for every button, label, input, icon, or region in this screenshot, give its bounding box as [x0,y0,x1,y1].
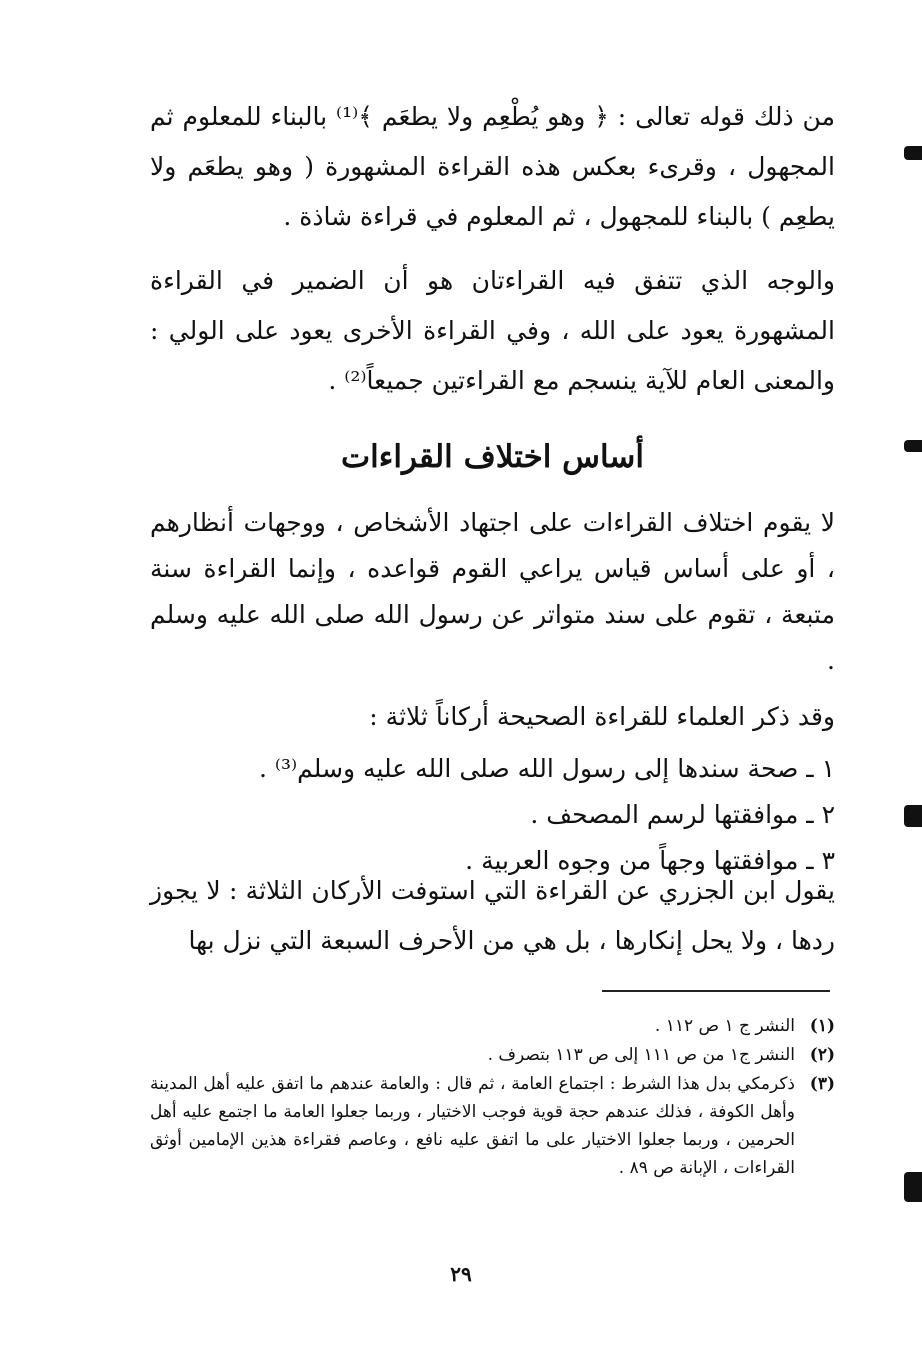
paragraph-pillars-intro: وقد ذكر العلماء للقراءة الصحيحة أركاناً ثلاثة : [369,702,835,731]
footnote-divider [602,990,830,992]
scan-edge-mark [904,146,922,160]
scan-edge-mark [904,440,922,452]
bottom-text-block [150,866,835,966]
paragraph-intro: من ذلك قوله تعالى : ﴿ وهو يُطْعِم ولا يطعَم ﴾⁽¹⁾ بالبناء للمعلوم ثم المجهول ، وقرىء بعكس هذه القراءة المشهورة ( وهو يطعَم ولا يطعِم ) بالبناء للمجهول ، ثم المعلوم في قراءة شاذة . [150,102,835,231]
top-text-block [150,92,835,406]
list-item: ٢ ـ موافقتها لرسم المصحف . [530,800,835,829]
page-number: ٢٩ [450,1262,472,1286]
footnote-item [150,1012,835,1040]
list-item: ١ ـ صحة سندها إلى رسول الله صلى الله عليه وسلم⁽³⁾ . [258,754,835,783]
paragraph-basis: لا يقوم اختلاف القراءات على اجتهاد الأشخاص ، ووجهات أنظارهم ، أو على أساس قياس يراعي القوم قواعده ، وإنما القراءة سنة متبعة ، تقوم على سند متواتر عن رسول الله صلى الله عليه وسلم . [150,508,835,675]
footnote-text: النشر ج١ من ص ١١١ إلى ص ١١٣ بتصرف . [487,1045,795,1065]
footnote-text: ذكرمكي بدل هذا الشرط : اجتماع العامة ، ثم قال : والعامة عندهم ما اتفق عليه أهل المدينة وأهل الكوفة ، فذلك عندهم حجة قوية فوجب الاختيار ، وربما جعلوا العامة ما اجتمع عليه أهل الحرمين ، وربما جعلوا الاختيار على ما اتفق عليه نافع ، وعاصم فقراءة هذين الإمامين أوثق القراءات ، الإبانة ص ٨٩ . [150,1074,795,1178]
paragraph-explanation: والوجه الذي تتفق فيه القراءتان هو أن الضمير في القراءة المشهورة يعود على الله ، وفي القراءة الأخرى يعود على الولي : والمعنى العام للآية ينسجم مع القراءتين جميعاً⁽²⁾ . [150,266,835,395]
footnote-number: (١) [809,1016,835,1036]
paragraph-ibn-jazari: يقول ابن الجزري عن القراءة التي استوفت الأركان الثلاثة : لا يجوز ردها ، ولا يحل إنكارها ، بل هي من الأحرف السبعة التي نزل بها [150,876,835,955]
middle-text-block [150,500,835,884]
footnote-text: النشر ج ١ ص ١١٢ . [654,1016,795,1036]
footnote-number: (٢) [809,1045,835,1065]
scan-edge-mark [904,1172,922,1202]
scan-edge-mark [904,805,922,827]
footnote-number: (٣) [809,1074,835,1094]
footnote-item [150,1070,835,1182]
footnotes [150,1012,835,1183]
section-heading: أساس اختلاف القراءات [340,439,645,475]
footnote-item [150,1041,835,1069]
pillars-list [150,746,835,884]
list-item: ٣ ـ موافقتها وجهاً من وجوه العربية . [465,846,835,875]
